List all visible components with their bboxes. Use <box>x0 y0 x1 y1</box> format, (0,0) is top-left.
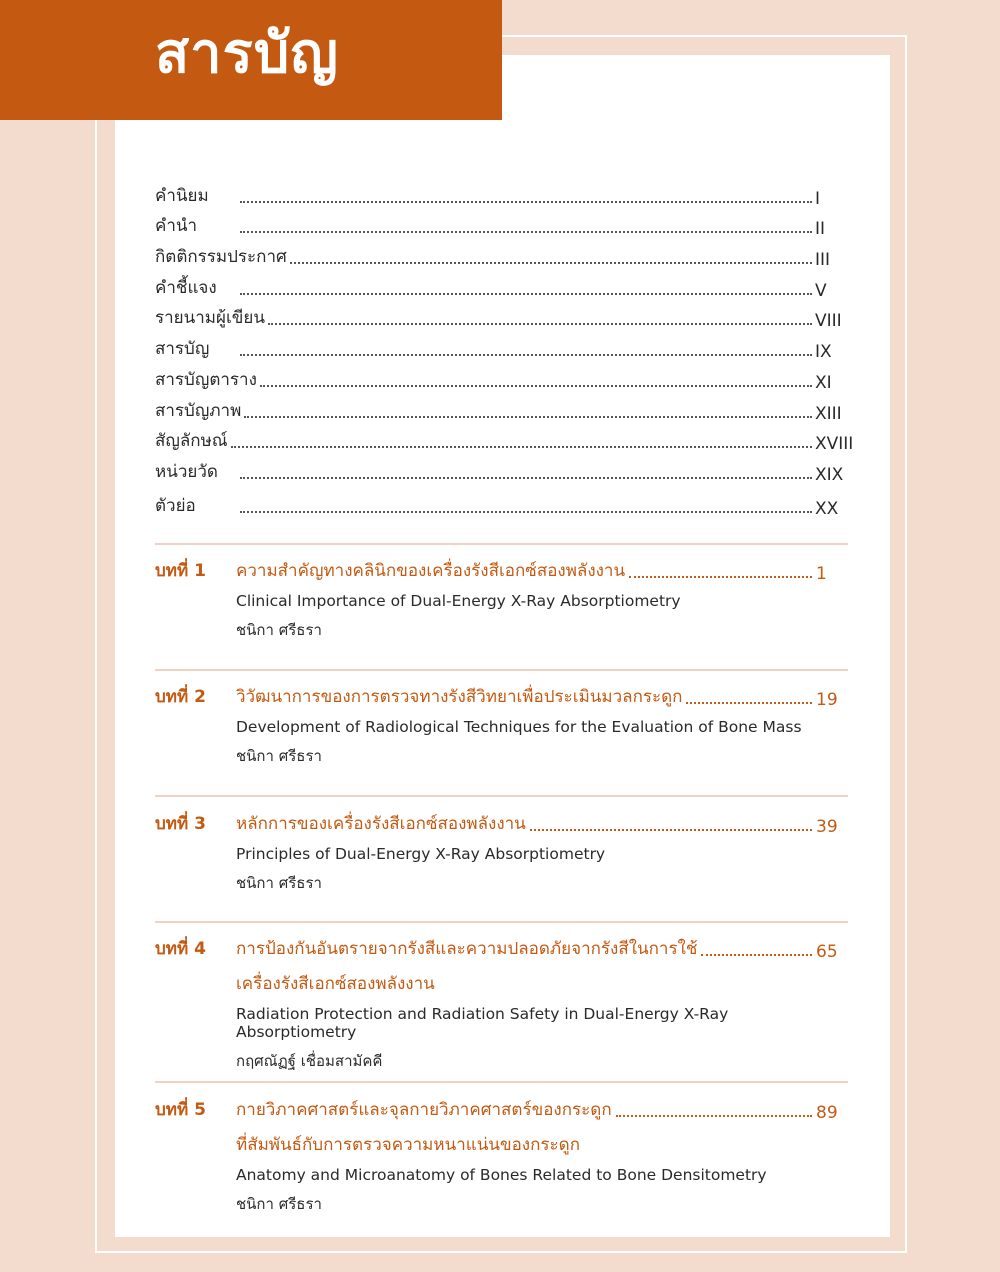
dot-leader <box>530 829 812 831</box>
toc-entry-label: ตัวย่อ <box>155 495 196 516</box>
chapter-author: ชนิกา ศรีธรา <box>236 621 322 639</box>
header-band <box>0 0 502 120</box>
toc-entry[interactable] <box>155 454 847 485</box>
dot-leader <box>686 702 812 704</box>
chapter-title: ความสำคัญทางคลินิกของเครื่องรังสีเอกซ์สองพลังงาน <box>236 561 626 581</box>
chapter-entry[interactable] <box>155 935 848 1073</box>
toc-entry[interactable] <box>155 485 847 519</box>
toc-entry-page: XX <box>815 498 839 519</box>
chapter-title-continued: เครื่องรังสีเอกซ์สองพลังงาน <box>236 974 435 994</box>
chapter-entry[interactable] <box>155 557 848 642</box>
section-divider <box>155 921 848 923</box>
chapter-entry[interactable] <box>155 683 848 768</box>
dot-leader <box>240 354 812 356</box>
toc-entry-page: V <box>815 280 827 301</box>
dot-leader <box>629 576 812 578</box>
chapter-number: บทที่ 4 <box>155 939 206 959</box>
chapter-title: วิวัฒนาการของการตรวจทางรังสีวิทยาเพื่อประเมินมวลกระดูก <box>236 687 683 707</box>
dot-leader <box>240 201 812 203</box>
toc-entry-page: VIII <box>815 311 842 332</box>
dot-leader <box>701 954 812 956</box>
section-divider <box>155 795 848 797</box>
section-divider <box>155 543 848 545</box>
chapter-page: 65 <box>816 942 838 962</box>
chapter-author: กฤศณัฏฐ์ เชื่อมสามัคคี <box>236 1052 383 1070</box>
chapter-english-title: Radiation Protection and Radiation Safety in Dual-Energy X-Ray Absorptiometry <box>236 1005 729 1041</box>
dot-leader <box>260 385 812 387</box>
front-matter-list <box>155 178 854 519</box>
chapter-english-title: Anatomy and Microanatomy of Bones Related to Bone Densitometry <box>236 1166 767 1184</box>
toc-entry[interactable] <box>155 178 847 209</box>
toc-entry-label: กิตติกรรมประกาศ <box>155 247 287 268</box>
chapter-title: การป้องกันอันตรายจากรังสีและความปลอดภัยจากรังสีในการใช้ <box>236 939 698 959</box>
dot-leader <box>240 477 812 479</box>
chapter-author: ชนิกา ศรีธรา <box>236 874 322 892</box>
toc-entry-page: XVIII <box>815 434 854 455</box>
chapter-page: 1 <box>816 564 827 584</box>
toc-entry-page: IX <box>815 342 832 363</box>
dot-leader <box>244 416 812 418</box>
page-title: สารบัญ <box>155 21 339 86</box>
toc-entry-page: I <box>815 188 821 209</box>
toc-entry[interactable] <box>155 362 847 393</box>
toc-entry[interactable] <box>155 239 847 270</box>
dot-leader <box>240 511 812 513</box>
dot-leader <box>231 446 812 448</box>
toc-entry[interactable] <box>155 209 847 240</box>
chapter-number: บทที่ 1 <box>155 561 206 581</box>
chapter-page: 89 <box>816 1103 838 1123</box>
chapter-entry[interactable] <box>155 1096 848 1216</box>
toc-entry[interactable] <box>155 331 847 362</box>
toc-entry[interactable] <box>155 424 854 455</box>
toc-entry-label: รายนามผู้เขียน <box>155 308 265 329</box>
toc-entry-label: สารบัญ <box>155 339 210 360</box>
toc-entry[interactable] <box>155 301 847 332</box>
chapter-author: ชนิกา ศรีธรา <box>236 747 322 765</box>
dot-leader <box>290 262 812 264</box>
toc-entry[interactable] <box>155 393 847 424</box>
chapter-number: บทที่ 3 <box>155 814 206 834</box>
toc-entry-label: หน่วยวัด <box>155 461 218 482</box>
toc-entry[interactable] <box>155 270 847 301</box>
toc-entry-page: II <box>815 219 826 240</box>
dot-leader <box>616 1115 812 1117</box>
chapter-title: กายวิภาคศาสตร์และจุลกายวิภาคศาสตร์ของกระดูก <box>236 1100 612 1120</box>
toc-entry-label: สารบัญตาราง <box>155 369 257 390</box>
toc-entry-label: สัญลักษณ์ <box>155 431 228 452</box>
chapter-entry[interactable] <box>155 810 848 895</box>
toc-entry-label: คำนำ <box>155 216 198 237</box>
toc-entry-label: คำชี้แจง <box>155 277 217 298</box>
chapter-title-continued: ที่สัมพันธ์กับการตรวจความหนาแน่นของกระดูก <box>236 1135 580 1155</box>
dot-leader <box>240 231 812 233</box>
chapter-english-title: Principles of Dual-Energy X-Ray Absorptiometry <box>236 845 606 863</box>
chapter-author: ชนิกา ศรีธรา <box>236 1195 322 1213</box>
chapter-english-title: Development of Radiological Techniques for the Evaluation of Bone Mass <box>236 718 802 736</box>
chapter-number: บทที่ 5 <box>155 1100 206 1120</box>
section-divider <box>155 1081 848 1083</box>
chapter-page: 19 <box>816 690 838 710</box>
section-divider <box>155 669 848 671</box>
dot-leader <box>268 323 812 325</box>
chapter-page: 39 <box>816 817 838 837</box>
dot-leader <box>240 293 812 295</box>
chapter-english-title: Clinical Importance of Dual-Energy X-Ray Absorptiometry <box>236 592 681 610</box>
toc-entry-page: XI <box>815 372 832 393</box>
toc-entry-label: คำนิยม <box>155 185 209 206</box>
toc-entry-page: XIII <box>815 403 842 424</box>
toc-entry-page: III <box>815 250 831 271</box>
toc-entry-label: สารบัญภาพ <box>155 400 242 421</box>
chapter-title: หลักการของเครื่องรังสีเอกซ์สองพลังงาน <box>236 814 526 834</box>
chapter-number: บทที่ 2 <box>155 687 206 707</box>
toc-entry-page: XIX <box>815 464 844 485</box>
